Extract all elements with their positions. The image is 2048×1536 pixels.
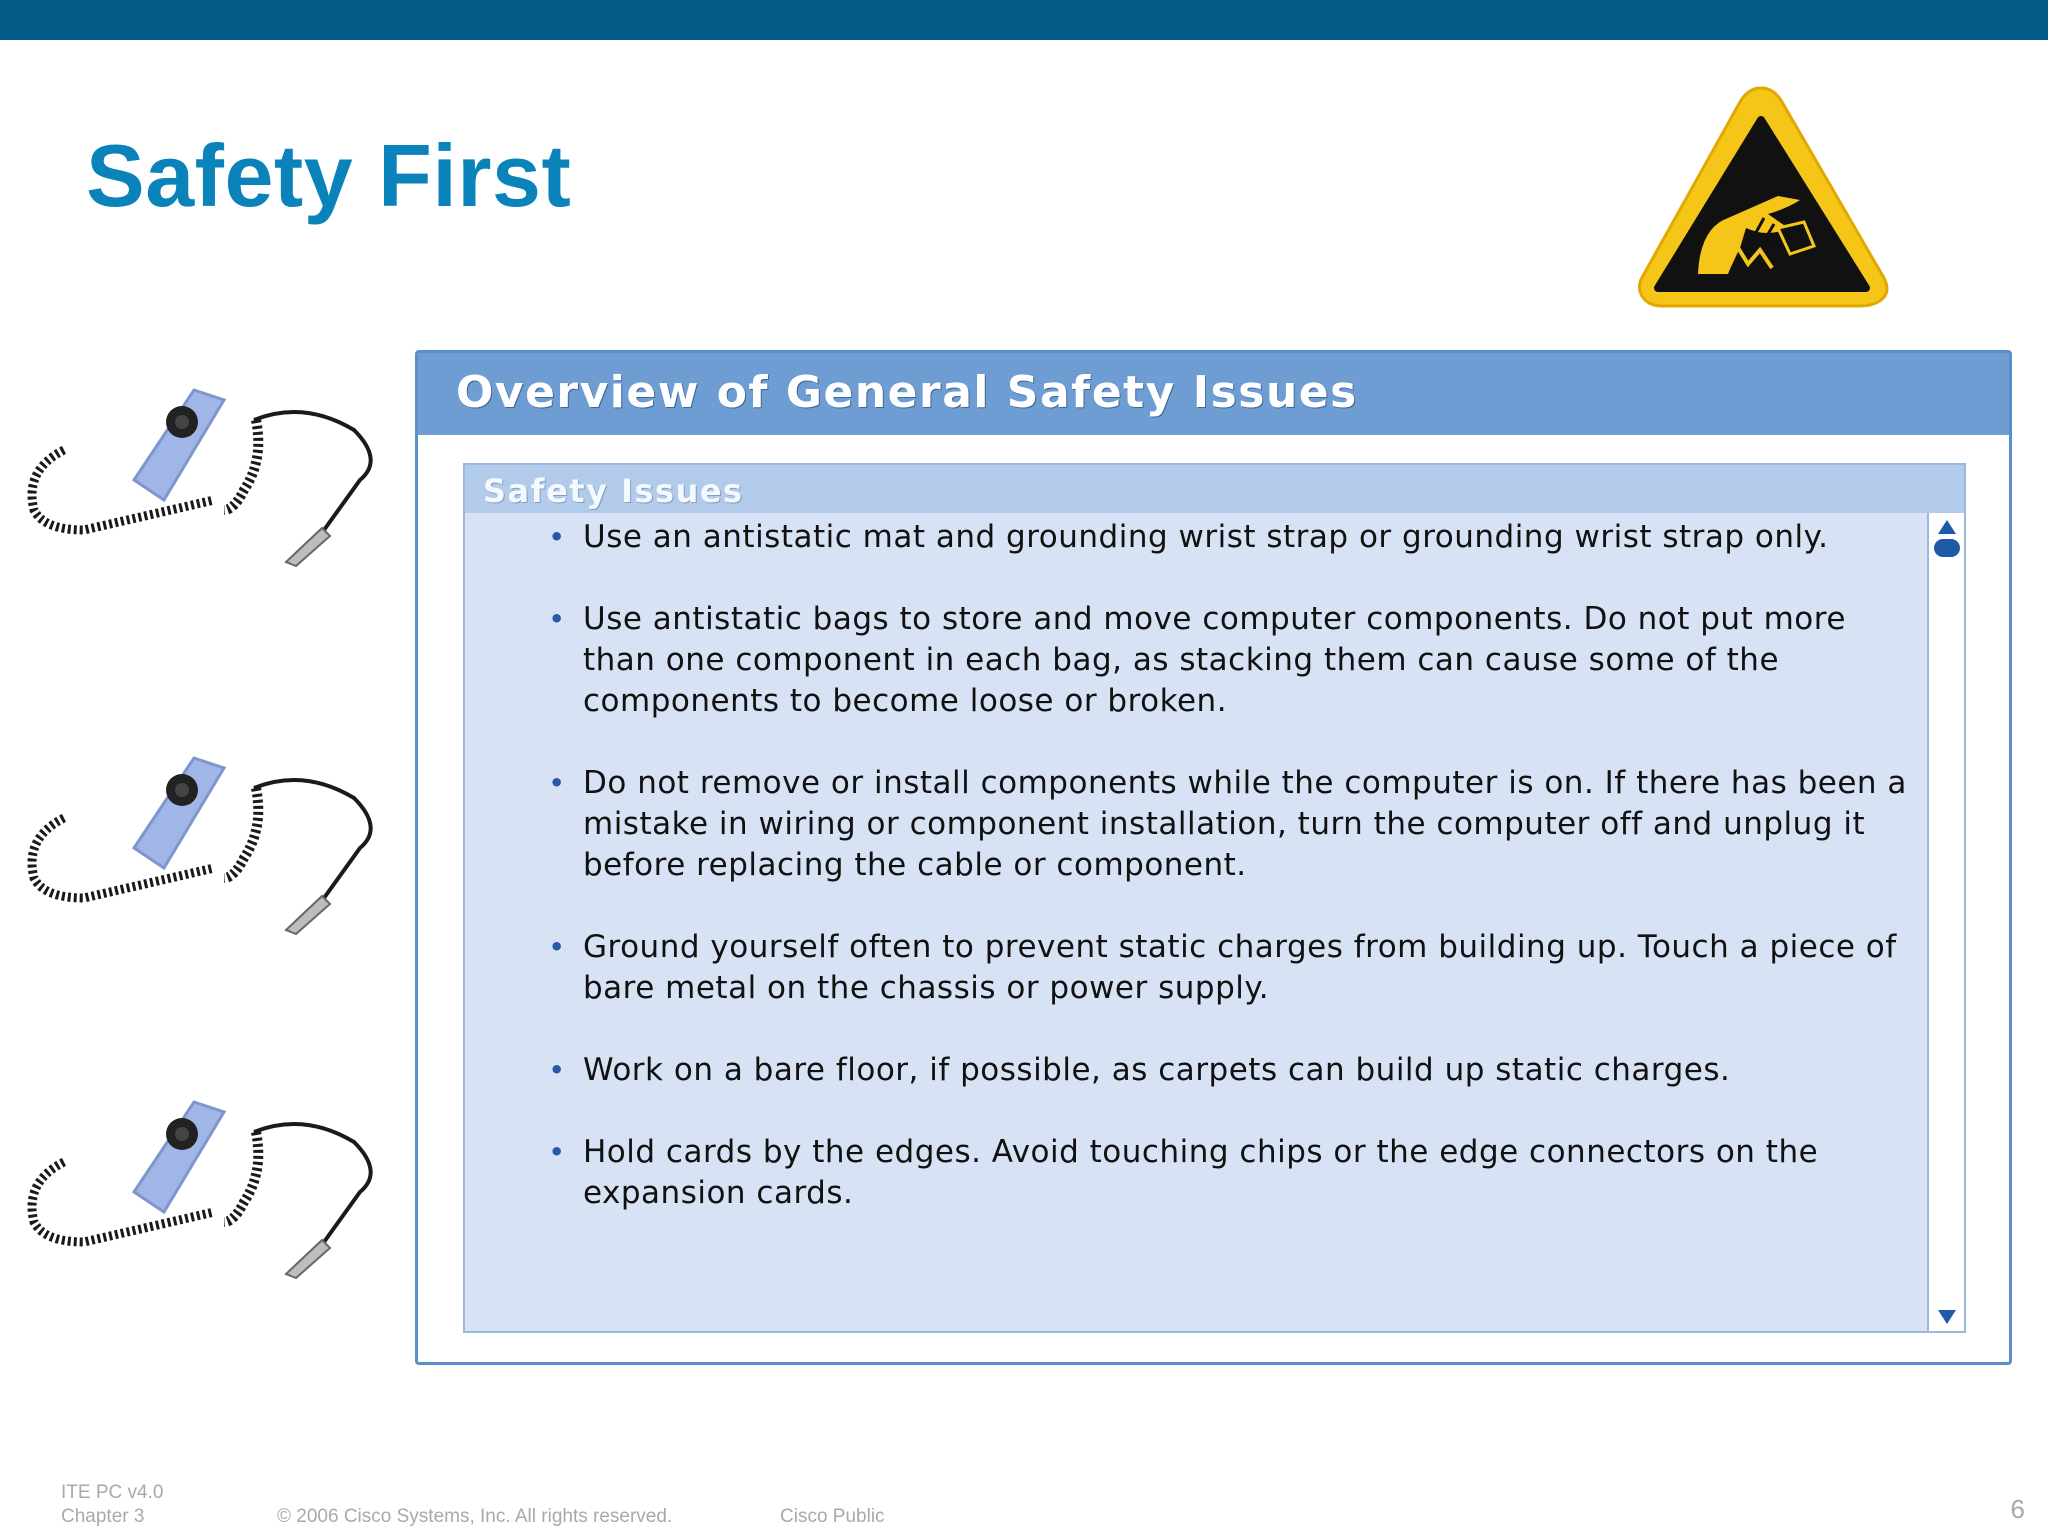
panel-header: [418, 353, 2009, 435]
issue-text: Work on a bare floor, if possible, as carpets can build up static charges.: [583, 1052, 1731, 1088]
scrollbar-thumb[interactable]: [1934, 539, 1960, 557]
list-item: [465, 599, 1927, 722]
bullet-icon: •: [549, 523, 565, 551]
list-item: [465, 927, 1927, 1009]
issue-text: Do not remove or install components while the computer is on. If there has been a mistake in wiring or component installation, turn the computer off and unplug it before replacing the cable or component.: [583, 765, 1907, 883]
footer-copyright: © 2006 Cisco Systems, Inc. All rights reserved.: [277, 1506, 673, 1527]
panel-title: Overview of General Safety Issues: [456, 367, 1358, 418]
list-item: [465, 517, 1927, 558]
list-item: [465, 1132, 1927, 1214]
issue-text: Hold cards by the edges. Avoid touching chips or the edge connectors on the expansion cards.: [583, 1134, 1819, 1211]
bullet-icon: •: [549, 1056, 565, 1084]
issue-text: Use antistatic bags to store and move computer components. Do not put more than one component in each bag, as stacking them can cause some of the components to become loose or broken.: [583, 601, 1846, 719]
page-number: 6: [2010, 1494, 2025, 1524]
bullet-icon: •: [549, 605, 565, 633]
safety-issues-box: [463, 463, 1966, 1333]
scroll-down-arrow-icon[interactable]: [1937, 1309, 1957, 1325]
issue-text: Ground yourself often to prevent static charges from building up. Touch a piece of bare metal on the chassis or power supply.: [583, 929, 1897, 1006]
vertical-scrollbar[interactable]: [1927, 513, 1964, 1331]
esd-warning-sign-icon: [1628, 78, 1894, 314]
slide-title: Safety First: [86, 126, 572, 225]
list-item: [465, 763, 1927, 886]
issue-text: Use an antistatic mat and grounding wrist strap or grounding wrist strap only.: [583, 519, 1829, 555]
footer-classification: Cisco Public: [780, 1506, 885, 1527]
safety-issues-header: [465, 465, 1964, 513]
safety-issues-title: Safety Issues: [483, 472, 744, 510]
safety-overview-panel: [415, 350, 2012, 1365]
safety-issues-scroll-area[interactable]: [465, 513, 1927, 1331]
bullet-icon: •: [549, 933, 565, 961]
scroll-up-arrow-icon[interactable]: [1937, 519, 1957, 535]
antistatic-wrist-strap-icon: [24, 1092, 380, 1292]
antistatic-wrist-strap-icon: [24, 748, 380, 948]
footer-course: ITE PC v4.0: [61, 1482, 164, 1503]
antistatic-wrist-strap-icon: [24, 380, 380, 580]
footer-chapter: Chapter 3: [61, 1506, 145, 1527]
bullet-icon: •: [549, 1138, 565, 1166]
safety-issues-list: [465, 517, 1927, 1214]
bullet-icon: •: [549, 769, 565, 797]
top-banner: [0, 0, 2048, 40]
list-item: [465, 1050, 1927, 1091]
